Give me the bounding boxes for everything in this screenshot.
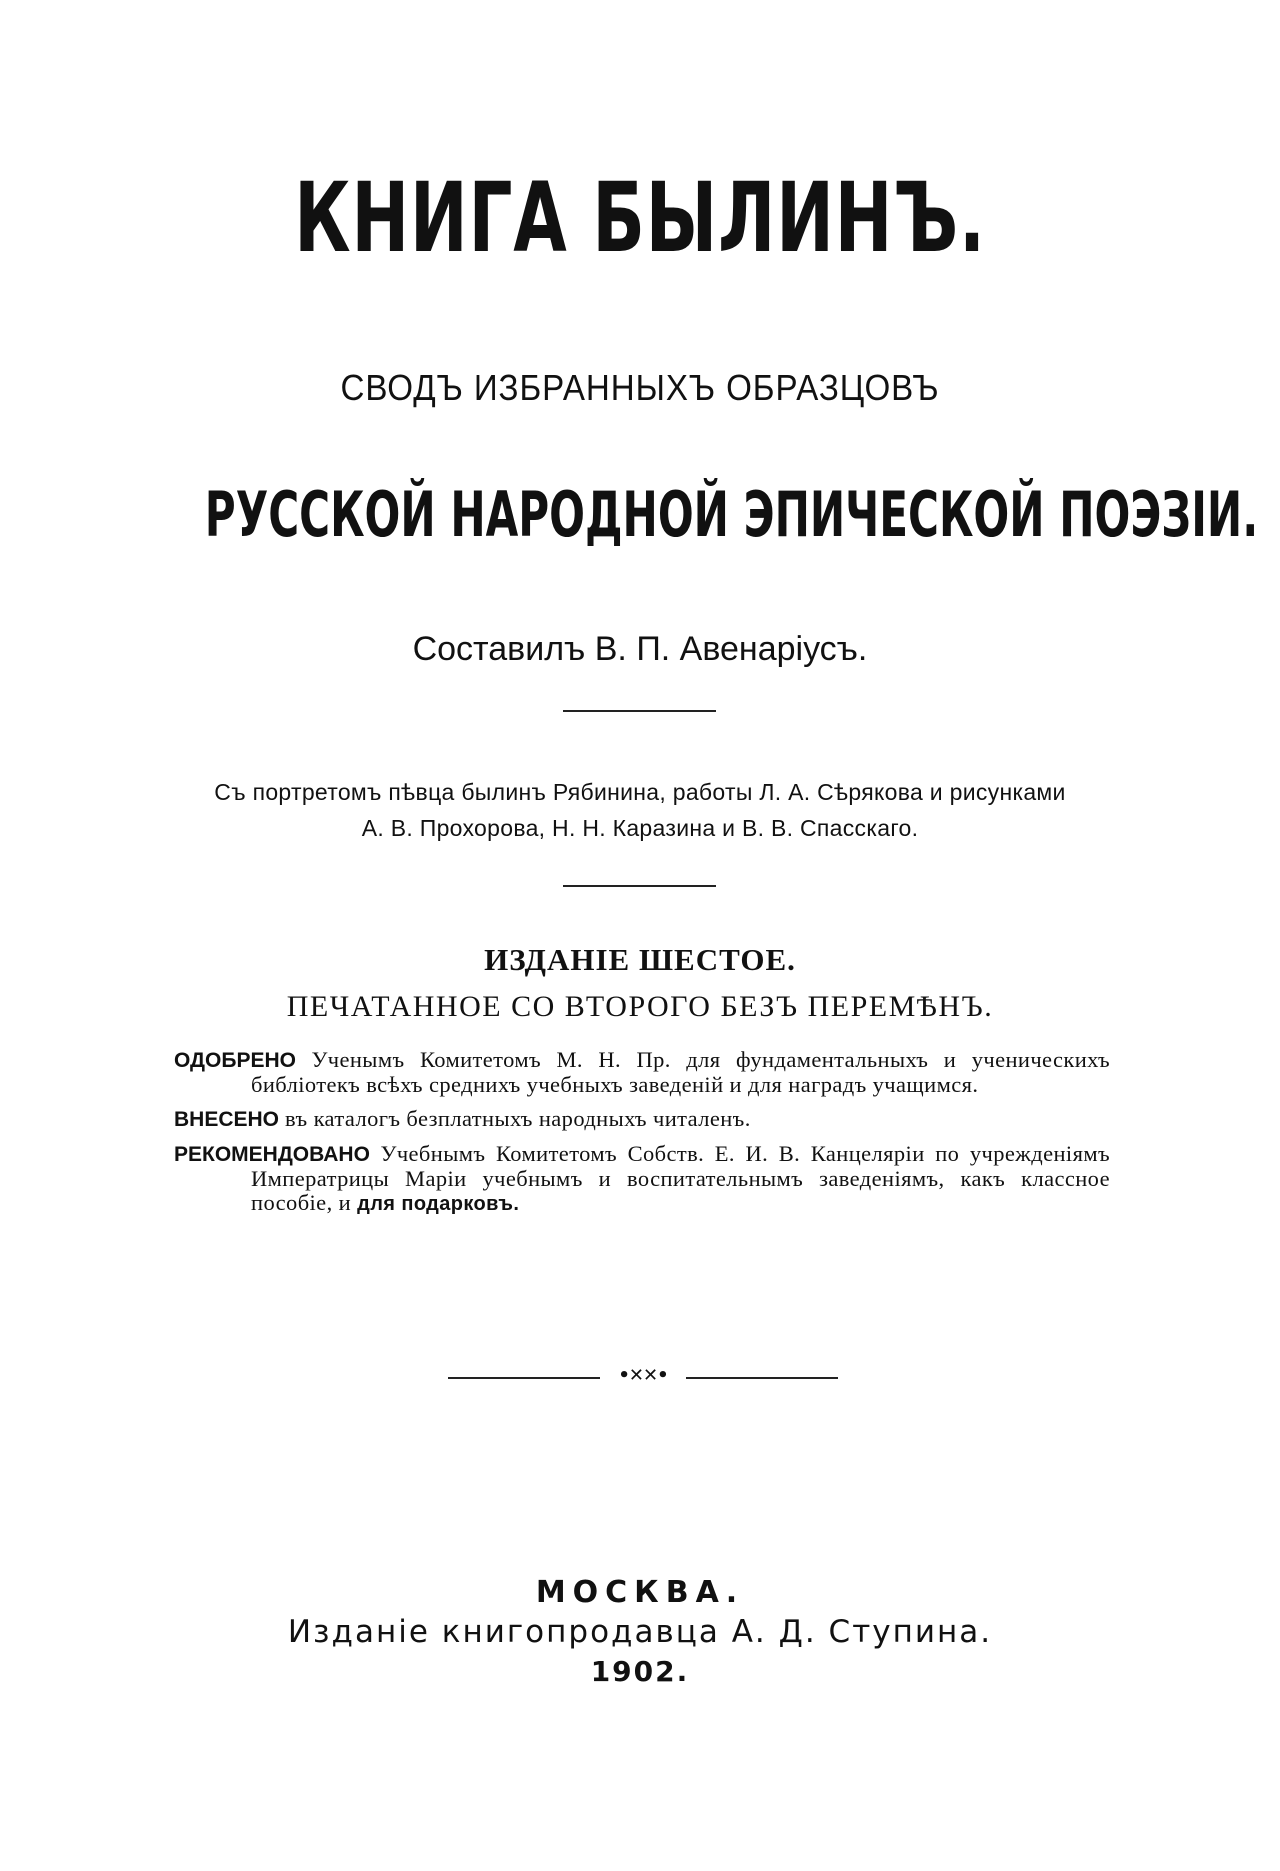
approvals-list <box>174 1048 1110 1226</box>
subtitle-line-2: РУССКОЙ НАРОДНОЙ ЭПИЧЕСКОЙ ПОЭЗІИ. <box>204 478 1259 551</box>
ornament-line-right <box>686 1377 838 1379</box>
compiler-line: Составилъ В. П. Авенаріусъ. <box>412 630 868 668</box>
ornamental-divider <box>448 1365 838 1388</box>
illustrations-note-line-2: А. В. Прохорова, Н. Н. Каразина и В. В. Спасскаго. <box>361 815 919 841</box>
book-title: КНИГА БЫЛИНЪ. <box>294 162 986 274</box>
ornament-icon: •✕✕• <box>618 1365 668 1386</box>
subtitle-line-1: СВОДЪ ИЗБРАННЫХЪ ОБРАЗЦОВЪ <box>340 367 940 408</box>
imprint-publisher: Изданіе книгопродавца А. Д. Ступина. <box>287 1614 993 1650</box>
approval-text: Ученымъ Комитетомъ М. Н. Пр. для фундаментальныхъ и ученическихъ библіотекъ всѣхъ среднихъ учебныхъ заведеній и для наградъ учащимся. <box>251 1047 1110 1097</box>
ornament-line-left <box>448 1377 600 1379</box>
divider-rule <box>563 710 716 712</box>
approval-keyword: ОДОБРЕНО <box>174 1049 296 1072</box>
approval-item <box>174 1107 1110 1132</box>
approval-text: Учебнымъ Комитетомъ Собств. Е. И. В. Канцеляріи по учрежденіямъ Императрицы Маріи учебнымъ и воспитательнымъ заведеніямъ, какъ классное пособіе, и <box>251 1141 1110 1215</box>
approval-keyword: РЕКОМЕНДОВАНО <box>174 1143 370 1166</box>
printing-note: ПЕЧАТАННОЕ СО ВТОРОГО БЕЗЪ ПЕРЕМѢНЪ. <box>286 990 994 1023</box>
divider-rule <box>563 885 716 887</box>
illustrations-note-line-1: Съ портретомъ пѣвца былинъ Рябинина, работы Л. А. Сѣрякова и рисунками <box>214 779 1066 805</box>
approval-item <box>174 1142 1110 1216</box>
illustrations-note <box>0 774 1280 846</box>
edition-line: ИЗДАНІЕ ШЕСТОЕ. <box>484 942 796 977</box>
approval-item <box>174 1048 1110 1097</box>
imprint-city: МОСКВА. <box>535 1575 745 1610</box>
approval-text: въ каталогъ безплатныхъ народныхъ читаленъ. <box>285 1106 751 1131</box>
approval-emphasis: для подарковъ. <box>357 1193 520 1215</box>
imprint-year: 1902. <box>590 1655 690 1688</box>
approval-keyword: ВНЕСЕНО <box>174 1108 280 1131</box>
